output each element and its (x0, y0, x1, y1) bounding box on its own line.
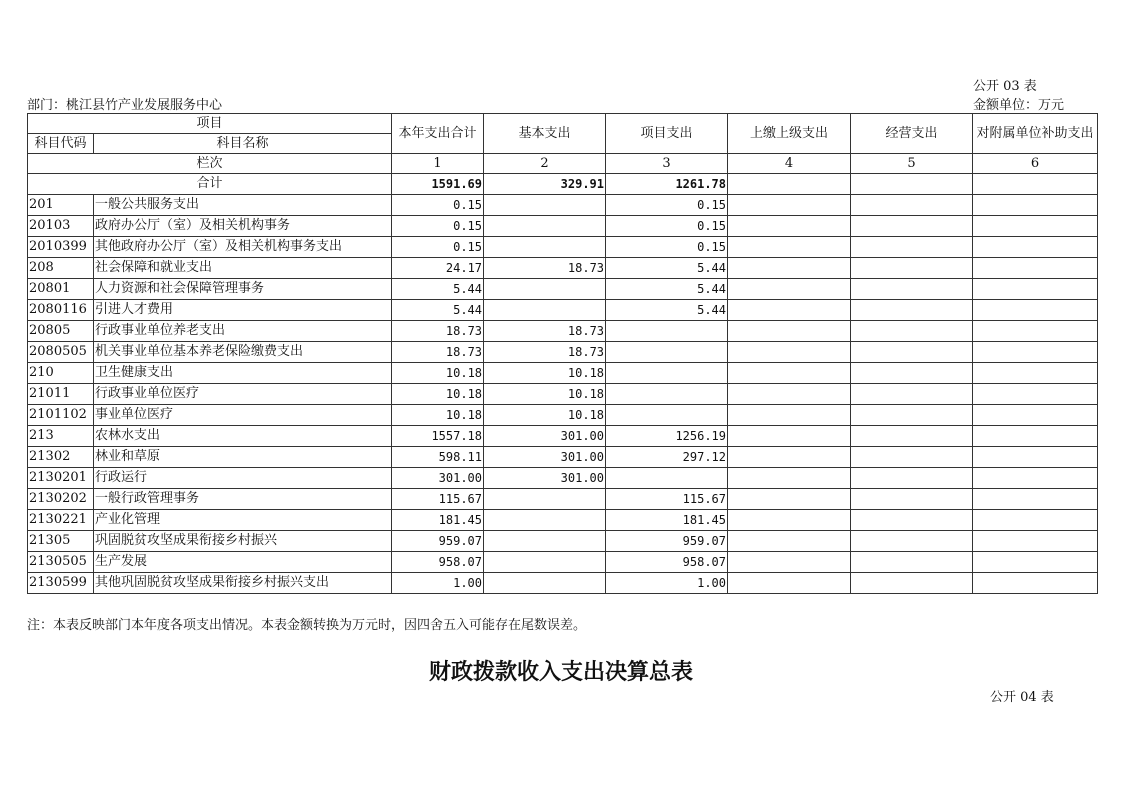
header-code: 科目代码 (28, 134, 94, 154)
basic-cell (484, 279, 606, 300)
code-cell: 2130221 (28, 510, 94, 531)
header-row-1 (28, 114, 1098, 134)
business-cell (851, 216, 973, 237)
column-index: 4 (728, 154, 851, 174)
name-cell: 政府办公厅（室）及相关机构事务 (94, 216, 392, 237)
upper-cell (728, 237, 851, 258)
header-name: 科目名称 (94, 134, 392, 154)
name-cell: 行政事业单位医疗 (94, 384, 392, 405)
business-cell (851, 405, 973, 426)
business-cell (851, 279, 973, 300)
project-cell: 958.07 (606, 552, 728, 573)
subsidiary-cell (973, 216, 1098, 237)
total-cell: 5.44 (392, 300, 484, 321)
subsidiary-cell (973, 279, 1098, 300)
total-cell: 0.15 (392, 195, 484, 216)
name-cell: 行政运行 (94, 468, 392, 489)
code-cell: 20801 (28, 279, 94, 300)
code-cell: 210 (28, 363, 94, 384)
total-cell: 10.18 (392, 405, 484, 426)
name-cell: 产业化管理 (94, 510, 392, 531)
subsidiary-cell (973, 258, 1098, 279)
header-project: 项目支出 (606, 114, 728, 154)
name-cell: 事业单位医疗 (94, 405, 392, 426)
table-row (28, 321, 1098, 342)
table-row (28, 447, 1098, 468)
table-note: 注：本表反映部门本年度各项支出情况。本表金额转换为万元时，因四舍五入可能存在尾数误差。 (27, 618, 587, 633)
amount-unit: 金额单位：万元 (973, 98, 1065, 113)
table-row (28, 279, 1098, 300)
name-cell: 农林水支出 (94, 426, 392, 447)
business-cell (851, 321, 973, 342)
form-number: 公开 03 表 (973, 79, 1037, 94)
basic-cell: 18.73 (484, 342, 606, 363)
project-cell: 0.15 (606, 216, 728, 237)
total-cell: 598.11 (392, 447, 484, 468)
name-cell: 一般公共服务支出 (94, 195, 392, 216)
header-business: 经营支出 (851, 114, 973, 154)
name-cell: 引进人才费用 (94, 300, 392, 321)
table-row (28, 258, 1098, 279)
total-cell: 1557.18 (392, 426, 484, 447)
project-cell (606, 321, 728, 342)
business-cell (851, 426, 973, 447)
column-index-row (28, 154, 1098, 174)
subsidiary-cell (973, 321, 1098, 342)
code-cell: 20805 (28, 321, 94, 342)
total-amount: 1591.69 (392, 174, 484, 195)
basic-cell: 18.73 (484, 321, 606, 342)
basic-cell: 10.18 (484, 384, 606, 405)
total-cell: 181.45 (392, 510, 484, 531)
project-cell: 297.12 (606, 447, 728, 468)
subsidiary-cell (973, 552, 1098, 573)
column-index-label: 栏次 (28, 154, 392, 174)
code-cell: 2101102 (28, 405, 94, 426)
table-row (28, 552, 1098, 573)
subsidiary-cell (973, 447, 1098, 468)
subsidiary-cell (973, 405, 1098, 426)
column-index: 2 (484, 154, 606, 174)
table-row (28, 405, 1098, 426)
basic-cell (484, 489, 606, 510)
name-cell: 巩固脱贫攻坚成果衔接乡村振兴 (94, 531, 392, 552)
subsidiary-cell (973, 426, 1098, 447)
subsidiary-cell (973, 342, 1098, 363)
basic-cell (484, 300, 606, 321)
code-cell: 20103 (28, 216, 94, 237)
upper-cell (728, 573, 851, 594)
project-cell: 0.15 (606, 237, 728, 258)
project-cell (606, 342, 728, 363)
header-subsidiary: 对附属单位补助支出 (973, 114, 1098, 154)
code-cell: 21305 (28, 531, 94, 552)
basic-cell: 301.00 (484, 468, 606, 489)
table-row (28, 216, 1098, 237)
column-index: 1 (392, 154, 484, 174)
code-cell: 201 (28, 195, 94, 216)
code-cell: 2130201 (28, 468, 94, 489)
subsidiary-cell (973, 363, 1098, 384)
basic-cell: 18.73 (484, 258, 606, 279)
code-cell: 213 (28, 426, 94, 447)
name-cell: 其他政府办公厅（室）及相关机构事务支出 (94, 237, 392, 258)
basic-cell (484, 531, 606, 552)
upper-cell (728, 426, 851, 447)
project-cell: 1.00 (606, 573, 728, 594)
subsidiary-cell (973, 510, 1098, 531)
column-index: 3 (606, 154, 728, 174)
business-cell (851, 447, 973, 468)
total-cell: 959.07 (392, 531, 484, 552)
project-cell: 959.07 (606, 531, 728, 552)
project-cell: 5.44 (606, 258, 728, 279)
next-form-number: 公开 04 表 (990, 690, 1054, 705)
table-row (28, 363, 1098, 384)
basic-cell (484, 195, 606, 216)
total-business (851, 174, 973, 195)
business-cell (851, 552, 973, 573)
total-upper (728, 174, 851, 195)
table-row (28, 531, 1098, 552)
code-cell: 2080116 (28, 300, 94, 321)
basic-cell: 301.00 (484, 426, 606, 447)
business-cell (851, 573, 973, 594)
header-upper: 上缴上级支出 (728, 114, 851, 154)
header-total: 本年支出合计 (392, 114, 484, 154)
business-cell (851, 489, 973, 510)
code-cell: 2080505 (28, 342, 94, 363)
subsidiary-cell (973, 489, 1098, 510)
table-row (28, 237, 1098, 258)
header-item: 项目 (28, 114, 392, 134)
total-cell: 24.17 (392, 258, 484, 279)
table-row (28, 195, 1098, 216)
code-cell: 2130599 (28, 573, 94, 594)
upper-cell (728, 405, 851, 426)
table-row (28, 300, 1098, 321)
total-cell: 301.00 (392, 468, 484, 489)
project-cell: 5.44 (606, 279, 728, 300)
table-row (28, 573, 1098, 594)
code-cell: 2010399 (28, 237, 94, 258)
code-cell: 2130505 (28, 552, 94, 573)
name-cell: 行政事业单位养老支出 (94, 321, 392, 342)
project-cell: 115.67 (606, 489, 728, 510)
table-row (28, 468, 1098, 489)
table-row (28, 342, 1098, 363)
upper-cell (728, 363, 851, 384)
project-cell: 181.45 (606, 510, 728, 531)
project-cell (606, 384, 728, 405)
upper-cell (728, 279, 851, 300)
business-cell (851, 510, 973, 531)
subsidiary-cell (973, 300, 1098, 321)
basic-cell (484, 510, 606, 531)
subsidiary-cell (973, 384, 1098, 405)
basic-cell: 301.00 (484, 447, 606, 468)
table-row (28, 510, 1098, 531)
basic-cell (484, 552, 606, 573)
name-cell: 其他巩固脱贫攻坚成果衔接乡村振兴支出 (94, 573, 392, 594)
total-project: 1261.78 (606, 174, 728, 195)
header-basic: 基本支出 (484, 114, 606, 154)
department-label: 部门：桃江县竹产业发展服务中心 (27, 98, 223, 113)
project-cell: 0.15 (606, 195, 728, 216)
upper-cell (728, 531, 851, 552)
upper-cell (728, 489, 851, 510)
total-cell: 18.73 (392, 342, 484, 363)
business-cell (851, 384, 973, 405)
business-cell (851, 363, 973, 384)
name-cell: 生产发展 (94, 552, 392, 573)
total-label: 合计 (28, 174, 392, 195)
total-cell: 5.44 (392, 279, 484, 300)
total-basic: 329.91 (484, 174, 606, 195)
expenditure-table (27, 113, 1098, 594)
total-cell: 10.18 (392, 363, 484, 384)
total-cell: 10.18 (392, 384, 484, 405)
subsidiary-cell (973, 195, 1098, 216)
code-cell: 21011 (28, 384, 94, 405)
total-cell: 958.07 (392, 552, 484, 573)
upper-cell (728, 552, 851, 573)
total-cell: 1.00 (392, 573, 484, 594)
business-cell (851, 342, 973, 363)
project-cell: 1256.19 (606, 426, 728, 447)
upper-cell (728, 384, 851, 405)
project-cell (606, 405, 728, 426)
business-cell (851, 531, 973, 552)
code-cell: 2130202 (28, 489, 94, 510)
subsidiary-cell (973, 573, 1098, 594)
basic-cell: 10.18 (484, 363, 606, 384)
basic-cell (484, 237, 606, 258)
subsidiary-cell (973, 468, 1098, 489)
project-cell (606, 468, 728, 489)
business-cell (851, 195, 973, 216)
total-row (28, 174, 1098, 195)
project-cell: 5.44 (606, 300, 728, 321)
basic-cell (484, 573, 606, 594)
total-cell: 0.15 (392, 216, 484, 237)
name-cell: 人力资源和社会保障管理事务 (94, 279, 392, 300)
code-cell: 208 (28, 258, 94, 279)
upper-cell (728, 342, 851, 363)
column-index: 6 (973, 154, 1098, 174)
name-cell: 卫生健康支出 (94, 363, 392, 384)
total-subsidiary (973, 174, 1098, 195)
business-cell (851, 237, 973, 258)
name-cell: 机关事业单位基本养老保险缴费支出 (94, 342, 392, 363)
column-index: 5 (851, 154, 973, 174)
basic-cell (484, 216, 606, 237)
subsidiary-cell (973, 237, 1098, 258)
table-row (28, 426, 1098, 447)
code-cell: 21302 (28, 447, 94, 468)
upper-cell (728, 510, 851, 531)
upper-cell (728, 195, 851, 216)
table-row (28, 384, 1098, 405)
total-cell: 18.73 (392, 321, 484, 342)
basic-cell: 10.18 (484, 405, 606, 426)
upper-cell (728, 447, 851, 468)
business-cell (851, 300, 973, 321)
name-cell: 一般行政管理事务 (94, 489, 392, 510)
name-cell: 社会保障和就业支出 (94, 258, 392, 279)
upper-cell (728, 300, 851, 321)
total-cell: 0.15 (392, 237, 484, 258)
business-cell (851, 258, 973, 279)
upper-cell (728, 258, 851, 279)
upper-cell (728, 321, 851, 342)
subsidiary-cell (973, 531, 1098, 552)
name-cell: 林业和草原 (94, 447, 392, 468)
total-cell: 115.67 (392, 489, 484, 510)
upper-cell (728, 468, 851, 489)
business-cell (851, 468, 973, 489)
next-table-title: 财政拨款收入支出决算总表 (428, 659, 693, 685)
project-cell (606, 363, 728, 384)
table-row (28, 489, 1098, 510)
upper-cell (728, 216, 851, 237)
